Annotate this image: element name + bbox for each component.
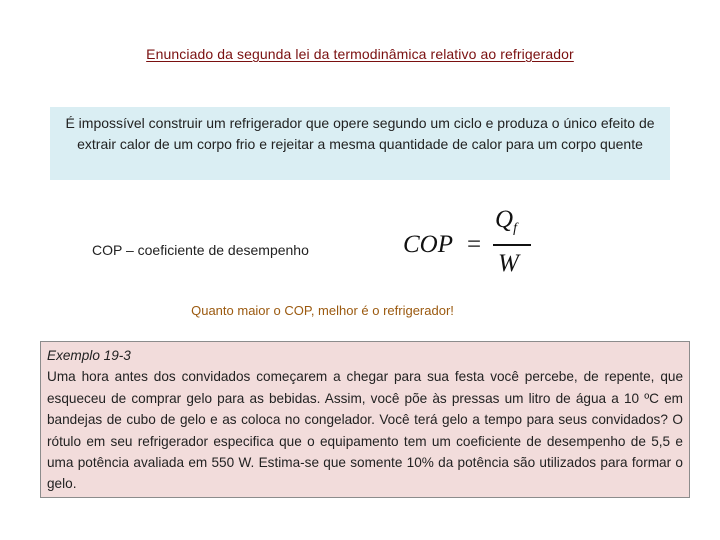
example-title: Exemplo 19-3	[47, 348, 131, 363]
formula-equals: =	[467, 231, 482, 258]
formula-denominator: W	[498, 250, 519, 277]
cop-label: COP – coeficiente de desempenho	[92, 242, 309, 258]
example-box	[40, 341, 690, 498]
cop-formula	[403, 205, 533, 285]
statement-box	[50, 107, 670, 180]
statement-text: É impossível construir um refrigerador que opere segundo um ciclo e produza o único efeito de extrair calor de um corpo frio e rejeitar a mesma quantidade de calor para um corpo quente	[65, 115, 655, 152]
formula-lhs: COP	[403, 231, 453, 258]
formula-numerator	[495, 205, 517, 244]
fraction-bar	[493, 244, 531, 246]
formula-numerator-symbol: Q	[495, 206, 514, 233]
conclusion-text: Quanto maior o COP, melhor é o refrigerador!	[191, 303, 454, 318]
formula-numerator-subscript: f	[513, 221, 517, 236]
example-body: Uma hora antes dos convidados começarem a chegar para sua festa você percebe, de repente, que esqueceu de comprar gelo para as bebidas. Assim, você põe às pressas um litro de água a 10 ºC em bandejas de cubo de gelo e as coloca no congelador. Você terá gelo a tempo para seus convidados? O rótulo em seu refrigerador especifica que o equipamento tem um coeficiente de desempenho de 5,5 e uma potência avaliada em 550 W. Estima-se que somente 10% da potência são utilizados para formar o gelo.	[47, 369, 683, 492]
slide-title: Enunciado da segunda lei da termodinâmica relativo ao refrigerador	[146, 46, 574, 62]
